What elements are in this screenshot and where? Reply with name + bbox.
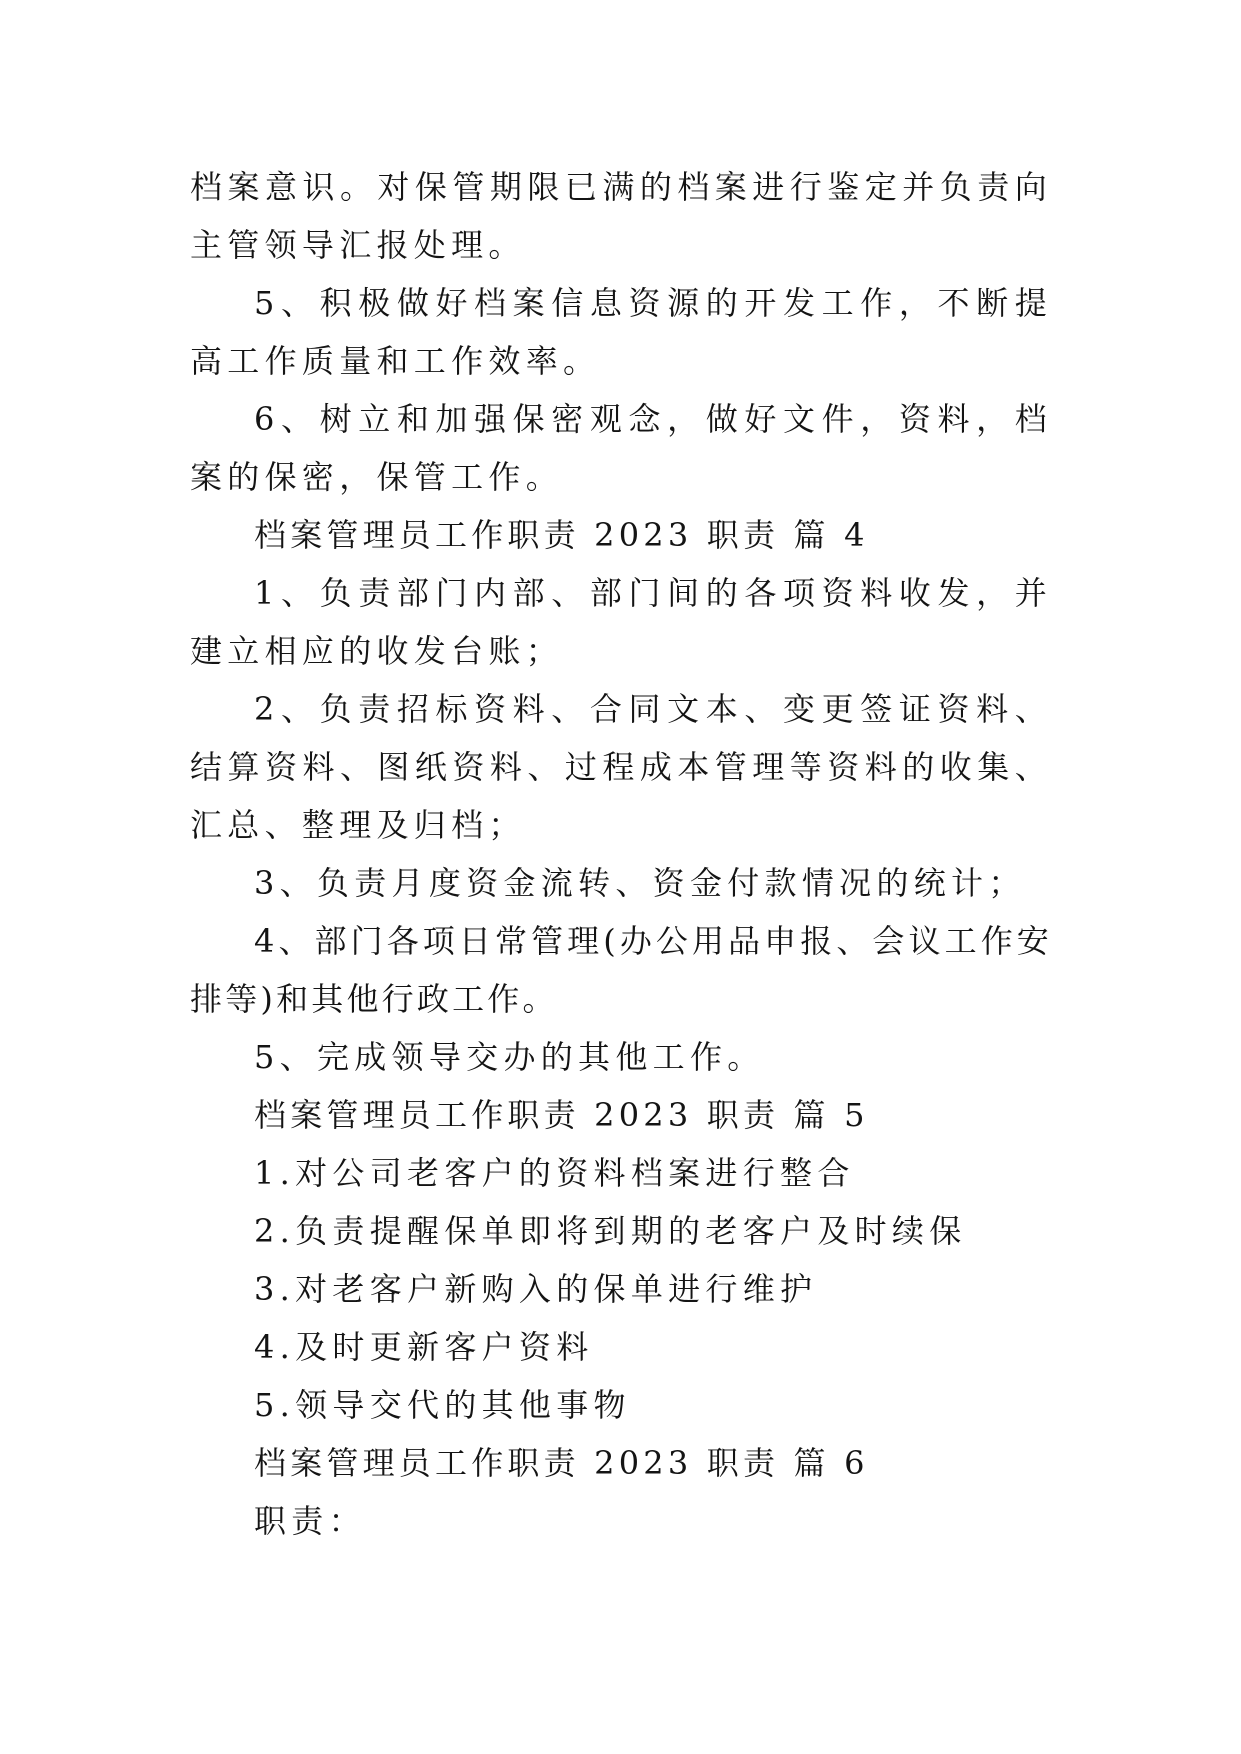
- section-heading-5: 档案管理员工作职责 2023 职责 篇 5: [254, 1096, 869, 1134]
- document-body: [190, 158, 1052, 1550]
- paragraph-archive-awareness: 档案意识。对保管期限已满的档案进行鉴定并负责向主管领导汇报处理。: [190, 168, 1052, 264]
- section4-item-5: 5、完成领导交办的其他工作。: [254, 1038, 765, 1076]
- section4-item-1: 1、负责部门内部、部门间的各项资料收发，并建立相应的收发台账；: [190, 574, 1052, 670]
- section5-item-4: 4.及时更新客户资料: [254, 1328, 594, 1366]
- paragraph-item-5-development: 5、积极做好档案信息资源的开发工作，不断提高工作质量和工作效率。: [190, 284, 1052, 380]
- section5-item-5: 5.领导交代的其他事物: [254, 1386, 631, 1424]
- paragraph-item-6-confidentiality: 6、树立和加强保密观念，做好文件，资料，档案的保密，保管工作。: [190, 400, 1052, 496]
- section6-duties-label: 职责：: [254, 1502, 366, 1540]
- section4-item-4: 4、部门各项日常管理(办公用品申报、会议工作安排等)和其他行政工作。: [190, 922, 1052, 1018]
- section5-item-2: 2.负责提醒保单即将到期的老客户及时续保: [254, 1212, 967, 1250]
- section5-item-3: 3.对老客户新购入的保单进行维护: [254, 1270, 818, 1308]
- section5-item-1: 1.对公司老客户的资料档案进行整合: [254, 1154, 855, 1192]
- section4-item-2: 2、负责招标资料、合同文本、变更签证资料、结算资料、图纸资料、过程成本管理等资料的收集、汇总、整理及归档；: [190, 690, 1052, 844]
- section-heading-4: 档案管理员工作职责 2023 职责 篇 4: [254, 516, 869, 554]
- section4-item-3: 3、负责月度资金流转、资金付款情况的统计；: [254, 864, 1026, 902]
- section-heading-6: 档案管理员工作职责 2023 职责 篇 6: [254, 1444, 869, 1482]
